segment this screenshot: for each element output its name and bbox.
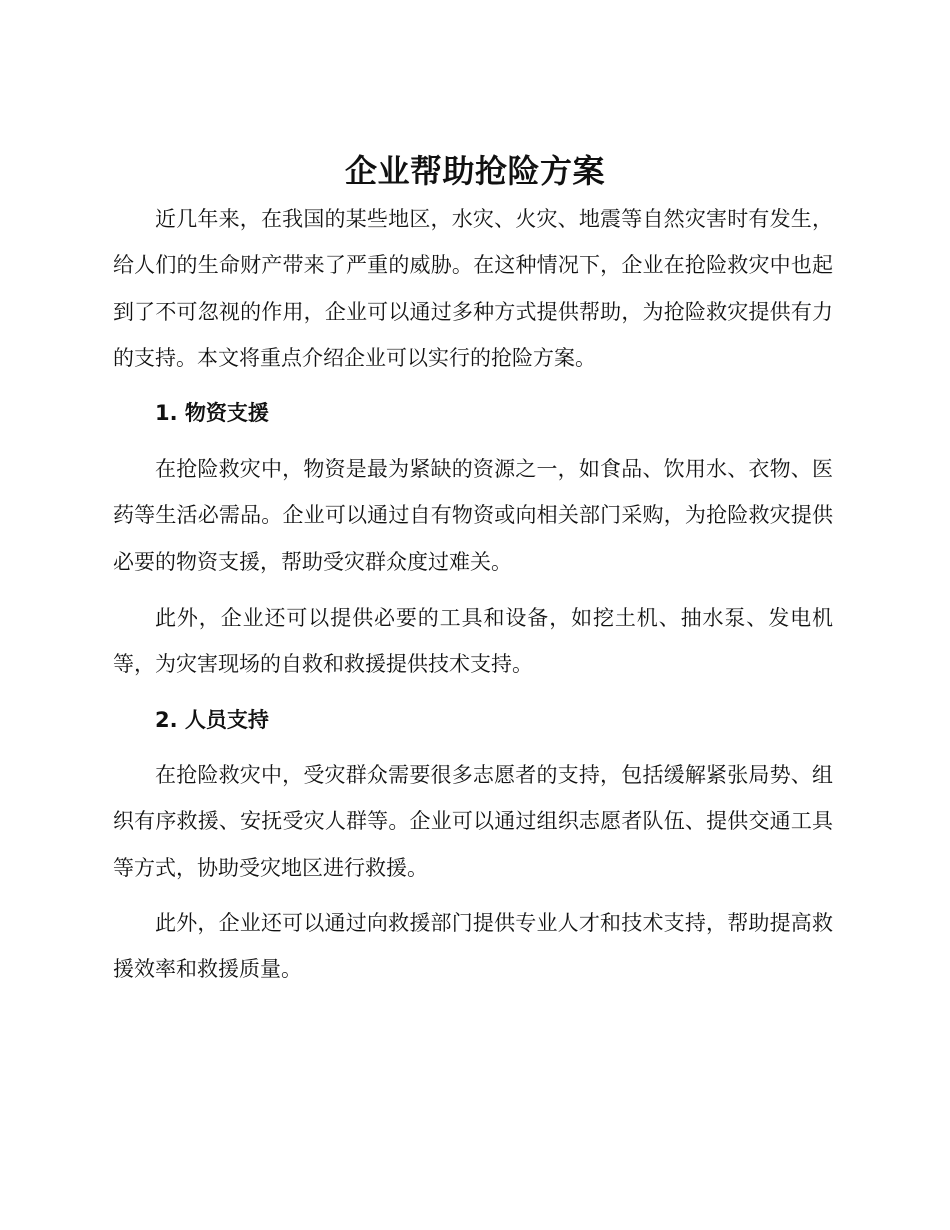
section-2-paragraph-2: 此外，企业还可以通过向救援部门提供专业人才和技术支持，帮助提高救援效率和救援质量。 <box>113 911 833 982</box>
section-heading-material-support: 1. 物资支援 <box>155 401 269 425</box>
section-1-paragraph-2: 此外，企业还可以提供必要的工具和设备，如挖土机、抽水泵、发电机等，为灾害现场的自救和救援提供技术支持。 <box>113 606 833 677</box>
section-2-paragraph-1: 在抢险救灾中，受灾群众需要很多志愿者的支持，包括缓解紧张局势、组织有序救援、安抚受灾人群等。企业可以通过组织志愿者队伍、提供交通工具等方式，协助受灾地区进行救援。 <box>113 763 833 880</box>
section-1-paragraph-1: 在抢险救灾中，物资是最为紧缺的资源之一，如食品、饮用水、衣物、医药等生活必需品。企业可以通过自有物资或向相关部门采购，为抢险救灾提供必要的物资支援，帮助受灾群众度过难关。 <box>113 457 833 574</box>
section-heading-personnel-support: 2. 人员支持 <box>155 708 269 732</box>
page-title: 企业帮助抢险方案 <box>344 152 605 190</box>
intro-paragraph: 近几年来，在我国的某些地区，水灾、火灾、地震等自然灾害时有发生，给人们的生命财产带来了严重的威胁。在这种情况下，企业在抢险救灾中也起到了不可忽视的作用，企业可以通过多种方式提供帮助，为抢险救灾提供有力的支持。本文将重点介绍企业可以实行的抢险方案。 <box>113 207 833 371</box>
